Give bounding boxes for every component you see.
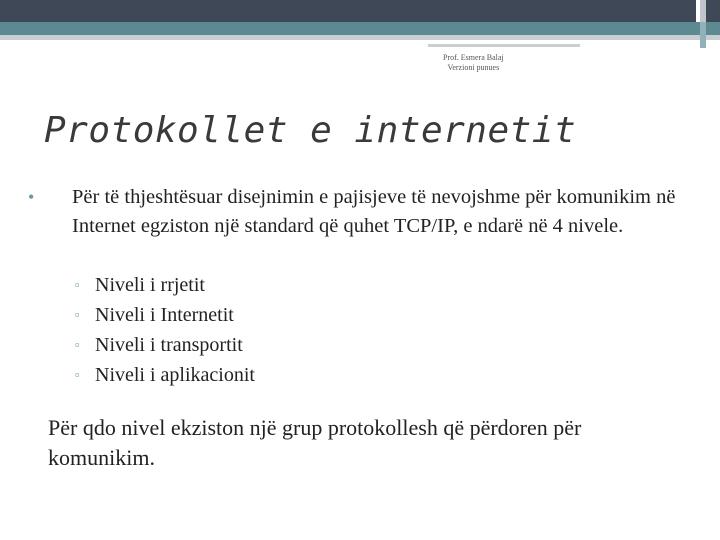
square-bullet-icon: ▫ xyxy=(75,277,80,292)
author-name: Prof. Esmera Balaj xyxy=(443,53,504,62)
list-item xyxy=(75,270,255,300)
slide-title: Protokollet e internetit xyxy=(44,110,577,151)
levels-list xyxy=(75,270,255,390)
version-label: Verzioni punues xyxy=(447,63,500,72)
top-bar-gray-right xyxy=(706,35,720,40)
top-bar-divider-teal xyxy=(700,22,706,48)
square-bullet-icon: ▫ xyxy=(75,337,80,352)
list-item xyxy=(75,360,255,390)
closing-paragraph: Për qdo nivel ekziston një grup protokollesh që përdoren për komunikim. xyxy=(48,415,582,470)
top-bar-dark xyxy=(0,0,696,22)
level-label: Niveli i rrjetit xyxy=(95,274,205,296)
header-meta xyxy=(443,53,504,73)
level-label: Niveli i aplikacionit xyxy=(95,364,255,386)
top-bar-dark-right xyxy=(706,0,720,22)
bullet-dot-icon: • xyxy=(28,187,35,207)
square-bullet-icon: ▫ xyxy=(75,367,80,382)
top-bar-teal-right xyxy=(706,22,720,35)
top-bar-gray xyxy=(0,35,700,40)
list-item xyxy=(75,330,255,360)
header-underline xyxy=(428,44,580,47)
square-bullet-icon: ▫ xyxy=(75,307,80,322)
level-label: Niveli i transportit xyxy=(95,334,243,356)
level-label: Niveli i Internetit xyxy=(95,304,234,326)
top-bar-teal xyxy=(0,22,700,35)
list-item xyxy=(75,300,255,330)
main-bullet-text: Për të thjeshtësuar disejnimin e pajisjeve të nevojshme për komunikim në Internet egziston një standard që quhet TCP/IP, e ndarë në 4 nivele. xyxy=(72,186,676,237)
